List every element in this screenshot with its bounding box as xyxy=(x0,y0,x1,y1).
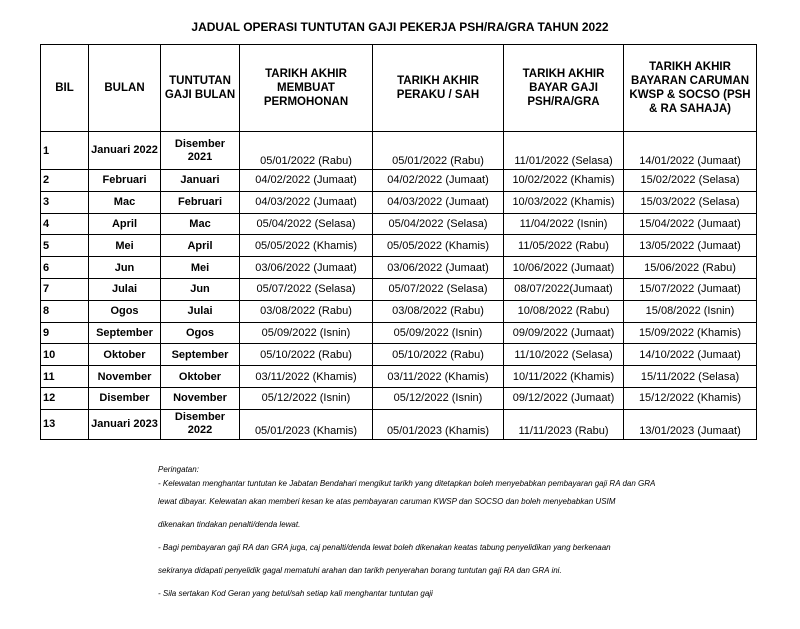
cell-bayar: 10/02/2022 (Khamis) xyxy=(504,170,624,192)
cell-bulan: Januari 2023 xyxy=(89,409,161,439)
cell-bil: 7 xyxy=(41,278,89,300)
cell-membuat: 04/03/2022 (Jumaat) xyxy=(240,191,373,213)
cell-bil: 6 xyxy=(41,257,89,279)
cell-membuat: 03/08/2022 (Rabu) xyxy=(240,300,373,322)
document-title: JADUAL OPERASI TUNTUTAN GAJI PEKERJA PSH/RA/GRA TAHUN 2022 xyxy=(191,20,609,34)
cell-bulan: Oktober xyxy=(89,344,161,366)
cell-peraku: 03/08/2022 (Rabu) xyxy=(373,300,504,322)
cell-bulan: Disember xyxy=(89,387,161,409)
cell-bayar: 11/05/2022 (Rabu) xyxy=(504,235,624,257)
cell-peraku: 05/01/2022 (Rabu) xyxy=(373,132,504,170)
notes-line: - Bagi pembayaran gaji RA dan GRA juga, caj penalti/denda lewat boleh dikenakan keatas tabung penyelidikan yang berkenaan xyxy=(158,543,611,552)
header-row xyxy=(41,45,757,132)
cell-bil: 5 xyxy=(41,235,89,257)
cell-peraku: 03/06/2022 (Jumaat) xyxy=(373,257,504,279)
cell-peraku: 05/12/2022 (Isnin) xyxy=(373,387,504,409)
cell-caruman: 15/03/2022 (Selasa) xyxy=(624,191,757,213)
cell-peraku: 05/07/2022 (Selasa) xyxy=(373,278,504,300)
cell-membuat: 05/12/2022 (Isnin) xyxy=(240,387,373,409)
table-row xyxy=(41,132,757,170)
cell-tuntutan: Disember 2021 xyxy=(161,132,240,170)
cell-bil: 2 xyxy=(41,170,89,192)
cell-peraku: 04/03/2022 (Jumaat) xyxy=(373,191,504,213)
cell-bulan: Mac xyxy=(89,191,161,213)
header-bil: BIL xyxy=(41,45,89,132)
cell-bulan: Mei xyxy=(89,235,161,257)
cell-bayar: 10/03/2022 (Khamis) xyxy=(504,191,624,213)
table-row xyxy=(41,170,757,192)
cell-bulan: November xyxy=(89,366,161,388)
cell-bulan: Julai xyxy=(89,278,161,300)
cell-caruman: 15/02/2022 (Selasa) xyxy=(624,170,757,192)
cell-bulan: Jun xyxy=(89,257,161,279)
cell-membuat: 05/04/2022 (Selasa) xyxy=(240,213,373,235)
cell-bayar: 11/10/2022 (Selasa) xyxy=(504,344,624,366)
table-body xyxy=(41,132,757,440)
table-row xyxy=(41,300,757,322)
header-caruman: TARIKH AKHIR BAYARAN CARUMAN KWSP & SOCSO (PSH & RA SAHAJA) xyxy=(624,45,757,132)
cell-peraku: 03/11/2022 (Khamis) xyxy=(373,366,504,388)
cell-bayar: 10/08/2022 (Rabu) xyxy=(504,300,624,322)
cell-bulan: Ogos xyxy=(89,300,161,322)
cell-bil: 10 xyxy=(41,344,89,366)
cell-bil: 13 xyxy=(41,409,89,439)
cell-membuat: 05/07/2022 (Selasa) xyxy=(240,278,373,300)
cell-peraku: 05/09/2022 (Isnin) xyxy=(373,322,504,344)
notes-line: lewat dibayar. Kelewatan akan memberi kesan ke atas pembayaran caruman KWSP dan SOCSO dan boleh menyebabkan USIM xyxy=(158,497,616,506)
notes-line: - Kelewatan menghantar tuntutan ke Jabatan Bendahari mengikut tarikh yang ditetapkan boleh menyebabkan pembayaran gaji RA dan GRA xyxy=(158,479,656,488)
cell-membuat: 03/11/2022 (Khamis) xyxy=(240,366,373,388)
cell-peraku: 05/01/2023 (Khamis) xyxy=(373,409,504,439)
cell-bayar: 08/07/2022(Jumaat) xyxy=(504,278,624,300)
cell-tuntutan: Februari xyxy=(161,191,240,213)
table-row xyxy=(41,387,757,409)
cell-bil: 9 xyxy=(41,322,89,344)
cell-caruman: 15/06/2022 (Rabu) xyxy=(624,257,757,279)
notes-heading: Peringatan: xyxy=(158,465,199,474)
cell-tuntutan: Jun xyxy=(161,278,240,300)
header-tuntutan: TUNTUTAN GAJI BULAN xyxy=(161,45,240,132)
cell-membuat: 05/05/2022 (Khamis) xyxy=(240,235,373,257)
cell-bayar: 11/11/2023 (Rabu) xyxy=(504,409,624,439)
table-row xyxy=(41,344,757,366)
schedule-table xyxy=(40,44,757,440)
header-bayar: TARIKH AKHIR BAYAR GAJI PSH/RA/GRA xyxy=(504,45,624,132)
cell-bil: 12 xyxy=(41,387,89,409)
cell-membuat: 05/10/2022 (Rabu) xyxy=(240,344,373,366)
cell-bayar: 10/06/2022 (Jumaat) xyxy=(504,257,624,279)
cell-tuntutan: Mac xyxy=(161,213,240,235)
notes-line: - Sila sertakan Kod Geran yang betul/sah setiap kali menghantar tuntutan gaji xyxy=(158,589,433,598)
cell-bulan: Februari xyxy=(89,170,161,192)
cell-bil: 3 xyxy=(41,191,89,213)
cell-tuntutan: Ogos xyxy=(161,322,240,344)
cell-caruman: 15/04/2022 (Jumaat) xyxy=(624,213,757,235)
cell-bil: 4 xyxy=(41,213,89,235)
cell-membuat: 05/01/2022 (Rabu) xyxy=(240,132,373,170)
cell-tuntutan: Januari xyxy=(161,170,240,192)
cell-peraku: 05/04/2022 (Selasa) xyxy=(373,213,504,235)
table-row xyxy=(41,322,757,344)
cell-peraku: 04/02/2022 (Jumaat) xyxy=(373,170,504,192)
cell-caruman: 13/05/2022 (Jumaat) xyxy=(624,235,757,257)
table-row xyxy=(41,409,757,439)
cell-tuntutan: April xyxy=(161,235,240,257)
notes-line: sekiranya didapati penyelidik gagal mematuhi arahan dan tarikh penyerahan borang tuntutan gaji RA dan GRA ini. xyxy=(158,566,562,575)
header-peraku: TARIKH AKHIR PERAKU / SAH xyxy=(373,45,504,132)
cell-bayar: 09/09/2022 (Jumaat) xyxy=(504,322,624,344)
cell-bayar: 09/12/2022 (Jumaat) xyxy=(504,387,624,409)
cell-bayar: 11/01/2022 (Selasa) xyxy=(504,132,624,170)
cell-tuntutan: September xyxy=(161,344,240,366)
cell-caruman: 13/01/2023 (Jumaat) xyxy=(624,409,757,439)
cell-peraku: 05/10/2022 (Rabu) xyxy=(373,344,504,366)
table-row xyxy=(41,191,757,213)
cell-membuat: 03/06/2022 (Jumaat) xyxy=(240,257,373,279)
table-row xyxy=(41,235,757,257)
header-membuat: TARIKH AKHIR MEMBUAT PERMOHONAN xyxy=(240,45,373,132)
table-row xyxy=(41,278,757,300)
table-row xyxy=(41,257,757,279)
cell-caruman: 15/12/2022 (Khamis) xyxy=(624,387,757,409)
cell-bil: 11 xyxy=(41,366,89,388)
cell-bayar: 10/11/2022 (Khamis) xyxy=(504,366,624,388)
cell-bil: 8 xyxy=(41,300,89,322)
cell-bulan: Januari 2022 xyxy=(89,132,161,170)
table-row xyxy=(41,213,757,235)
header-bulan: BULAN xyxy=(89,45,161,132)
cell-tuntutan: Disember 2022 xyxy=(161,409,240,439)
cell-caruman: 15/11/2022 (Selasa) xyxy=(624,366,757,388)
cell-caruman: 15/09/2022 (Khamis) xyxy=(624,322,757,344)
cell-caruman: 15/08/2022 (Isnin) xyxy=(624,300,757,322)
cell-bulan: September xyxy=(89,322,161,344)
cell-membuat: 04/02/2022 (Jumaat) xyxy=(240,170,373,192)
notes-line: dikenakan tindakan penalti/denda lewat. xyxy=(158,520,301,529)
cell-bil: 1 xyxy=(41,132,89,170)
cell-bayar: 11/04/2022 (Isnin) xyxy=(504,213,624,235)
cell-membuat: 05/01/2023 (Khamis) xyxy=(240,409,373,439)
cell-caruman: 14/10/2022 (Jumaat) xyxy=(624,344,757,366)
cell-bulan: April xyxy=(89,213,161,235)
cell-tuntutan: November xyxy=(161,387,240,409)
cell-tuntutan: Julai xyxy=(161,300,240,322)
cell-membuat: 05/09/2022 (Isnin) xyxy=(240,322,373,344)
cell-peraku: 05/05/2022 (Khamis) xyxy=(373,235,504,257)
cell-tuntutan: Oktober xyxy=(161,366,240,388)
table-row xyxy=(41,366,757,388)
cell-caruman: 15/07/2022 (Jumaat) xyxy=(624,278,757,300)
cell-tuntutan: Mei xyxy=(161,257,240,279)
cell-caruman: 14/01/2022 (Jumaat) xyxy=(624,132,757,170)
